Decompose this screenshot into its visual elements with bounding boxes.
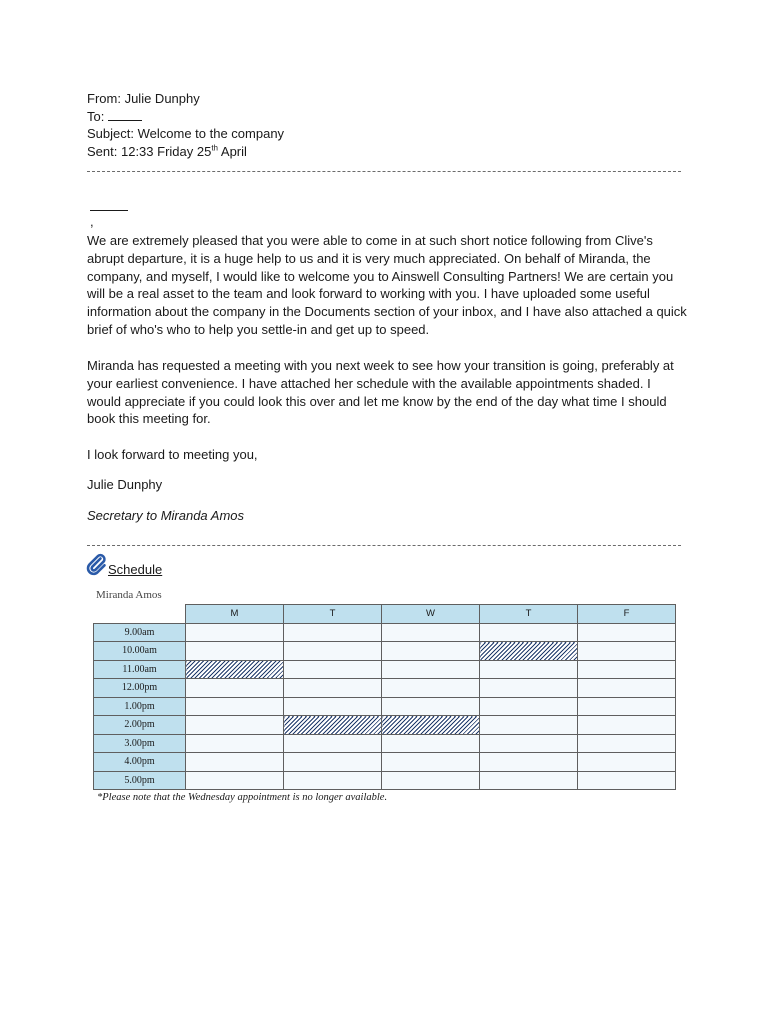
available-slot bbox=[382, 716, 480, 735]
schedule-slot bbox=[284, 734, 382, 753]
schedule-slot bbox=[382, 679, 480, 698]
day-header: W bbox=[382, 605, 480, 624]
schedule-slot bbox=[284, 642, 382, 661]
email-header bbox=[87, 90, 284, 160]
schedule-slot bbox=[186, 716, 284, 735]
time-label: 11.00am bbox=[94, 660, 186, 679]
schedule-slot bbox=[284, 679, 382, 698]
sent-ordinal: th bbox=[211, 143, 218, 153]
schedule-slot bbox=[284, 660, 382, 679]
time-label: 4.00pm bbox=[94, 753, 186, 772]
time-label: 3.00pm bbox=[94, 734, 186, 753]
schedule-corner bbox=[94, 605, 186, 624]
time-label: 2.00pm bbox=[94, 716, 186, 735]
to-label: To: bbox=[87, 108, 105, 124]
from-line bbox=[87, 90, 284, 108]
schedule-row bbox=[94, 734, 676, 753]
paperclip-icon bbox=[84, 552, 108, 576]
schedule-table bbox=[93, 604, 676, 790]
from-value: Julie Dunphy bbox=[124, 91, 200, 106]
greeting-comma: , bbox=[90, 214, 94, 229]
schedule-slot bbox=[480, 623, 578, 642]
schedule-slot bbox=[382, 771, 480, 790]
header-divider bbox=[87, 171, 681, 172]
schedule-header-row bbox=[94, 605, 676, 624]
sent-value bbox=[121, 144, 247, 159]
schedule-slot bbox=[382, 660, 480, 679]
schedule-slot bbox=[480, 734, 578, 753]
day-header: T bbox=[480, 605, 578, 624]
greeting bbox=[90, 198, 130, 229]
schedule-slot bbox=[186, 697, 284, 716]
schedule-slot bbox=[284, 753, 382, 772]
to-blank bbox=[108, 109, 142, 121]
schedule-slot bbox=[382, 623, 480, 642]
sent-label: Sent: bbox=[87, 143, 118, 159]
schedule-slot bbox=[284, 697, 382, 716]
schedule-slot bbox=[480, 697, 578, 716]
attachment-divider bbox=[87, 545, 681, 546]
schedule-owner: Miranda Amos bbox=[96, 589, 162, 601]
schedule-row bbox=[94, 660, 676, 679]
signature-title: Secretary to Miranda Amos bbox=[87, 508, 245, 523]
schedule-slot bbox=[186, 753, 284, 772]
schedule-row bbox=[94, 697, 676, 716]
schedule-slot bbox=[382, 753, 480, 772]
time-label: 9.00am bbox=[94, 623, 186, 642]
schedule-row bbox=[94, 753, 676, 772]
schedule-slot bbox=[578, 642, 676, 661]
schedule-slot bbox=[186, 623, 284, 642]
from-label: From: bbox=[87, 91, 121, 106]
schedule-slot bbox=[382, 734, 480, 753]
schedule-slot bbox=[186, 771, 284, 790]
schedule-row bbox=[94, 716, 676, 735]
schedule-slot bbox=[578, 697, 676, 716]
schedule-row bbox=[94, 623, 676, 642]
schedule-slot bbox=[578, 679, 676, 698]
to-line bbox=[87, 108, 284, 126]
time-label: 5.00pm bbox=[94, 771, 186, 790]
schedule-row bbox=[94, 679, 676, 698]
closing-line: I look forward to meeting you, bbox=[87, 447, 258, 462]
schedule-slot bbox=[480, 716, 578, 735]
day-header: T bbox=[284, 605, 382, 624]
time-label: 12.00pm bbox=[94, 679, 186, 698]
schedule-slot bbox=[186, 642, 284, 661]
schedule-slot bbox=[480, 660, 578, 679]
subject-value: Welcome to the company bbox=[137, 126, 285, 142]
schedule-row bbox=[94, 771, 676, 790]
body-paragraph-2: Miranda has requested a meeting with you next week to see how your transition is going, preferably at your earliest convenience. I have attached her schedule with the available appointments shaded. I would appreciate if you could look this over and let me know by the end of the day what time I should book this meeting for. bbox=[87, 358, 674, 427]
available-slot bbox=[480, 642, 578, 661]
available-slot bbox=[284, 716, 382, 735]
schedule-slot bbox=[284, 623, 382, 642]
signature-name: Julie Dunphy bbox=[87, 477, 163, 492]
day-header: M bbox=[186, 605, 284, 624]
schedule-slot bbox=[382, 697, 480, 716]
schedule-slot bbox=[382, 642, 480, 661]
time-label: 10.00am bbox=[94, 642, 186, 661]
schedule-note: *Please note that the Wednesday appointment is no longer available. bbox=[97, 792, 388, 803]
schedule-slot bbox=[186, 734, 284, 753]
schedule-slot bbox=[578, 716, 676, 735]
schedule-slot bbox=[578, 753, 676, 772]
schedule-slot bbox=[578, 660, 676, 679]
day-header: F bbox=[578, 605, 676, 624]
subject-label: Subject: bbox=[87, 126, 134, 142]
time-label: 1.00pm bbox=[94, 697, 186, 716]
schedule-attachment-link[interactable]: Schedule bbox=[108, 562, 163, 577]
schedule-slot bbox=[578, 771, 676, 790]
schedule-slot bbox=[480, 771, 578, 790]
schedule-slot bbox=[578, 623, 676, 642]
schedule-slot bbox=[284, 771, 382, 790]
schedule-slot bbox=[578, 734, 676, 753]
schedule-row bbox=[94, 642, 676, 661]
sent-date: 12:33 Friday 25 bbox=[120, 143, 212, 159]
greeting-blank bbox=[90, 198, 128, 211]
sent-line bbox=[87, 143, 284, 161]
body-paragraph-1: We are extremely pleased that you were able to come in at such short notice following from Clive's abrupt departure, it is a huge help to us and it is very much appreciated. On behalf of Miranda, the company, and myself, I would like to welcome you to Ainswell Consulting Partners! We are certain you will be a real asset to the team and look forward to working with you. I have uploaded some useful information about the company in the Documents section of your inbox, and I have also attached a quick brief of who's who to help you settle-in and get up to speed. bbox=[87, 233, 687, 337]
schedule-slot bbox=[186, 679, 284, 698]
available-slot bbox=[186, 660, 284, 679]
schedule-slot bbox=[480, 753, 578, 772]
sent-month: April bbox=[220, 143, 247, 159]
subject-line bbox=[87, 125, 284, 143]
schedule-slot bbox=[480, 679, 578, 698]
